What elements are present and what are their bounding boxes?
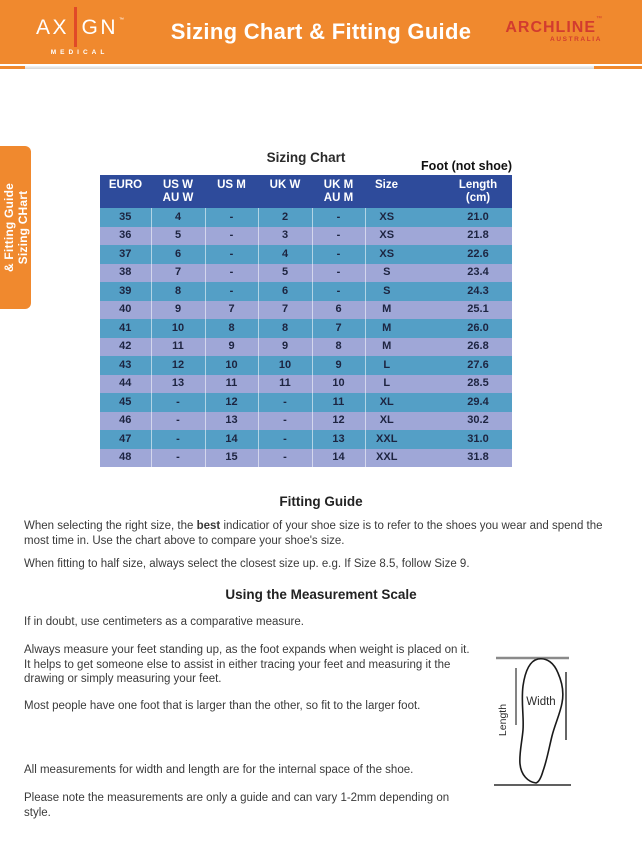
- table-cell: 28.5: [418, 375, 512, 394]
- table-cell: 8: [258, 319, 312, 338]
- table-cell: M: [365, 301, 418, 320]
- fitting-guide-heading: Fitting Guide: [279, 494, 363, 509]
- column-header: UK W: [258, 175, 312, 208]
- sizing-table: [100, 175, 513, 467]
- page-title: Sizing Chart & Fitting Guide: [170, 19, 472, 44]
- table-cell: 10: [258, 356, 312, 375]
- table-cell: 29.4: [418, 393, 512, 412]
- table-cell: -: [205, 282, 258, 301]
- table-cell: S: [365, 264, 418, 283]
- archline-logo: [505, 16, 602, 44]
- table-cell: 35: [100, 208, 151, 227]
- axign-red-bar-icon: [74, 7, 77, 47]
- measurement-paragraph-2: Always measure your feet standing up, as the foot expands when weight is placed on it. It helps to get someone else to assist in either tracing your feet and measuring it the drawing or simply measuring your feet.: [24, 644, 470, 685]
- table-cell: 4: [258, 245, 312, 264]
- table-cell: -: [151, 449, 205, 468]
- table-cell: 13: [312, 430, 365, 449]
- table-cell: 27.6: [418, 356, 512, 375]
- table-cell: L: [365, 356, 418, 375]
- table-cell: 7: [312, 319, 365, 338]
- table-cell: -: [258, 430, 312, 449]
- table-cell: 12: [312, 412, 365, 431]
- foot-not-shoe-label: Foot (not shoe): [421, 159, 512, 173]
- table-row: [100, 375, 512, 394]
- table-cell: XXL: [365, 430, 418, 449]
- table-cell: 43: [100, 356, 151, 375]
- table-cell: 26.0: [418, 319, 512, 338]
- header-accent-rule: [0, 66, 642, 69]
- sizing-table-header: [100, 175, 512, 208]
- table-cell: 10: [205, 356, 258, 375]
- measurement-paragraph-5: Please note the measurements are only a guide and can vary 1-2mm depending on style.: [24, 792, 450, 819]
- table-cell: -: [258, 393, 312, 412]
- table-cell: XL: [365, 412, 418, 431]
- table-cell: 11: [258, 375, 312, 394]
- column-header: Size: [365, 175, 418, 208]
- header-bar: [0, 0, 642, 64]
- table-row: [100, 301, 512, 320]
- column-header: EURO: [100, 175, 151, 208]
- table-cell: 10: [312, 375, 365, 394]
- table-cell: 39: [100, 282, 151, 301]
- table-cell: 11: [205, 375, 258, 394]
- table-row: [100, 227, 512, 246]
- table-cell: 6: [258, 282, 312, 301]
- archline-trademark: ™: [596, 16, 602, 23]
- table-cell: 44: [100, 375, 151, 394]
- table-cell: XS: [365, 227, 418, 246]
- table-row: [100, 264, 512, 283]
- table-cell: -: [312, 227, 365, 246]
- foot-outline: [520, 659, 563, 783]
- length-label: Length: [497, 703, 509, 737]
- table-row: [100, 208, 512, 227]
- table-cell: L: [365, 375, 418, 394]
- table-cell: -: [205, 208, 258, 227]
- measurement-paragraph-4: All measurements for width and length are for the internal space of the shoe.: [24, 764, 414, 776]
- archline-wordmark: [505, 16, 602, 37]
- table-cell: 13: [151, 375, 205, 394]
- table-cell: 7: [151, 264, 205, 283]
- measurement-paragraph-3: Most people have one foot that is larger than the other, so fit to the larger foot.: [24, 700, 421, 712]
- archline-australia-label: AUSTRALIA: [550, 36, 602, 44]
- sizing-table-body: [100, 208, 512, 467]
- table-cell: M: [365, 319, 418, 338]
- table-row: [100, 449, 512, 468]
- accent-rule-right-segment: [594, 66, 642, 69]
- table-cell: 9: [312, 356, 365, 375]
- table-cell: 48: [100, 449, 151, 468]
- table-cell: 11: [151, 338, 205, 357]
- table-cell: 12: [151, 356, 205, 375]
- table-row: [100, 245, 512, 264]
- table-cell: XS: [365, 245, 418, 264]
- table-cell: 37: [100, 245, 151, 264]
- table-row: [100, 356, 512, 375]
- table-cell: XS: [365, 208, 418, 227]
- side-tab-line2: & Fitting Guide: [1, 183, 16, 272]
- table-cell: -: [312, 208, 365, 227]
- axign-left-letters: AX: [36, 15, 70, 39]
- table-cell: 25.1: [418, 301, 512, 320]
- table-cell: 21.8: [418, 227, 512, 246]
- table-cell: 4: [151, 208, 205, 227]
- table-cell: 26.8: [418, 338, 512, 357]
- table-cell: -: [151, 430, 205, 449]
- table-cell: -: [151, 393, 205, 412]
- table-cell: 8: [151, 282, 205, 301]
- table-cell: 45: [100, 393, 151, 412]
- axign-right-letters: GN: [81, 15, 119, 39]
- archline-name: ARCHLINE: [505, 19, 596, 37]
- measurement-heading: Using the Measurement Scale: [225, 587, 417, 602]
- table-row: [100, 338, 512, 357]
- table-cell: 6: [312, 301, 365, 320]
- table-cell: 36: [100, 227, 151, 246]
- table-cell: 15: [205, 449, 258, 468]
- table-cell: -: [312, 264, 365, 283]
- table-cell: -: [312, 245, 365, 264]
- table-cell: -: [312, 282, 365, 301]
- column-header: UK M AU M: [312, 175, 365, 208]
- table-cell: 14: [312, 449, 365, 468]
- table-cell: 2: [258, 208, 312, 227]
- accent-rule-left-segment: [0, 66, 25, 69]
- table-cell: 8: [312, 338, 365, 357]
- table-cell: 9: [258, 338, 312, 357]
- table-cell: 41: [100, 319, 151, 338]
- sizing-chart-heading: Sizing Chart: [266, 150, 346, 165]
- table-cell: S: [365, 282, 418, 301]
- table-cell: 21.0: [418, 208, 512, 227]
- width-label: Width: [526, 696, 556, 708]
- table-cell: 47: [100, 430, 151, 449]
- table-cell: 31.0: [418, 430, 512, 449]
- table-cell: 10: [151, 319, 205, 338]
- table-cell: XXL: [365, 449, 418, 468]
- axign-trademark: ™: [119, 16, 125, 23]
- side-tab-label: [0, 146, 31, 309]
- table-cell: -: [205, 264, 258, 283]
- axign-wordmark: [36, 7, 123, 47]
- table-cell: 6: [151, 245, 205, 264]
- table-row: [100, 412, 512, 431]
- table-cell: -: [205, 227, 258, 246]
- table-cell: -: [205, 245, 258, 264]
- table-cell: 24.3: [418, 282, 512, 301]
- table-cell: M: [365, 338, 418, 357]
- table-cell: 46: [100, 412, 151, 431]
- table-cell: XL: [365, 393, 418, 412]
- table-cell: 31.8: [418, 449, 512, 468]
- table-cell: 5: [151, 227, 205, 246]
- column-header: US M: [205, 175, 258, 208]
- table-cell: 23.4: [418, 264, 512, 283]
- table-cell: 7: [258, 301, 312, 320]
- table-row: [100, 319, 512, 338]
- fg-p1-before: When selecting the right size, the: [24, 520, 197, 532]
- table-cell: 9: [151, 301, 205, 320]
- axign-medical-label: MEDICAL: [50, 49, 109, 57]
- table-cell: 3: [258, 227, 312, 246]
- table-cell: 5: [258, 264, 312, 283]
- fg-p1-after: indicatior of your shoe size is to refer to the shoes you wear and spend the most time in. Use the chart above to compare your shoe's size.: [24, 520, 603, 547]
- table-row: [100, 282, 512, 301]
- table-cell: 40: [100, 301, 151, 320]
- fitting-guide-paragraph-1: [24, 519, 622, 548]
- table-cell: -: [258, 449, 312, 468]
- table-cell: 42: [100, 338, 151, 357]
- table-cell: 7: [205, 301, 258, 320]
- measurement-paragraph-1: If in doubt, use centimeters as a comparative measure.: [24, 616, 304, 628]
- column-header: Length (cm): [418, 175, 512, 208]
- table-cell: 38: [100, 264, 151, 283]
- table-row: [100, 393, 512, 412]
- table-cell: 11: [312, 393, 365, 412]
- table-cell: 14: [205, 430, 258, 449]
- table-cell: 12: [205, 393, 258, 412]
- table-row: [100, 430, 512, 449]
- table-cell: 9: [205, 338, 258, 357]
- column-header: US W AU W: [151, 175, 205, 208]
- table-cell: 30.2: [418, 412, 512, 431]
- table-cell: 22.6: [418, 245, 512, 264]
- foot-measurement-diagram: [486, 648, 636, 798]
- table-cell: -: [258, 412, 312, 431]
- side-tab-line1: Sizing CHart: [15, 190, 30, 265]
- axign-logo: [36, 7, 123, 57]
- fg-p1-bold: best: [196, 520, 221, 532]
- table-cell: 8: [205, 319, 258, 338]
- table-cell: -: [151, 412, 205, 431]
- fitting-guide-paragraph-2: When fitting to half size, always select the closest size up. e.g. If Size 8.5, follow Size 9.: [24, 558, 470, 570]
- table-cell: 13: [205, 412, 258, 431]
